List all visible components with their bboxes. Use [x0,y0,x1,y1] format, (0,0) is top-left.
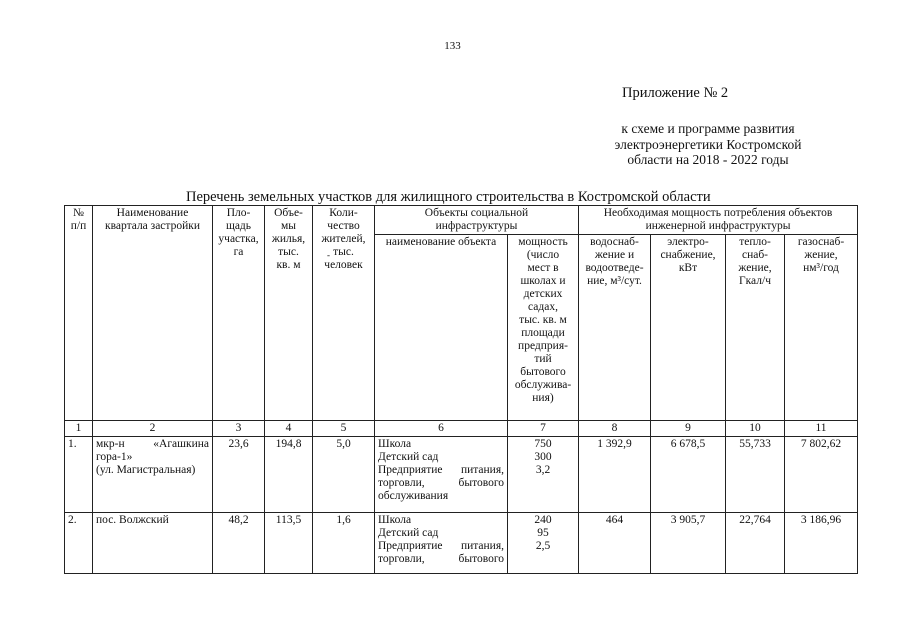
object-name-part: питания, [460,540,504,552]
object-name: Детский сад [378,451,439,463]
row-heat: 22,764 [726,513,785,574]
row-residents: 5,0 [313,437,375,513]
header-residents: Коли- чество жителей, тыс. человек [313,206,375,421]
object-name-part: Предприятие [378,540,443,552]
row-num: 1. [65,437,93,513]
header-name: Наименование квартала застройки [93,206,213,421]
row-name-part: мкр-н [96,438,125,450]
table-row [65,513,858,574]
column-number: 9 [651,421,726,437]
row-capacity: 240 95 2,5 [508,513,579,574]
header-row-groups [65,206,858,235]
row-heat: 55,733 [726,437,785,513]
object-name: Детский сад [378,527,439,539]
row-area: 23,6 [213,437,265,513]
page-number: 133 [444,40,461,52]
row-objects [375,437,508,513]
object-name-part: бытового [458,553,504,565]
object-name-part: Предприятие [378,464,443,476]
object-name-part: торговли, [378,553,425,565]
column-number-row [65,421,858,437]
object-name-part: бытового [458,477,504,489]
appendix-subtitle: к схеме и программе развития электроэнергетики Костромской области на 2018 - 2022 годы [614,121,802,167]
object-name-part: питания, [460,464,504,476]
row-name-part: «Агашкина [153,438,209,450]
header-social-capacity: мощность (число мест в школах и детских садах, тыс. кв. м площади предприя- тий бытового обслужива- ния) [508,235,579,421]
row-volume: 113,5 [265,513,313,574]
land-plots-table [64,205,858,574]
row-electric: 3 905,7 [651,513,726,574]
column-number: 1 [65,421,93,437]
row-name: пос. Волжский [93,513,213,574]
header-power-group: Необходимая мощность потребления объектов инженерной инфраструктуры [579,206,858,235]
table-title: Перечень земельных участков для жилищного строительства в Костромской области [186,189,711,205]
row-num: 2. [65,513,93,574]
column-number: 10 [726,421,785,437]
row-volume: 194,8 [265,437,313,513]
column-number: 3 [213,421,265,437]
column-number: 4 [265,421,313,437]
column-number: 11 [785,421,858,437]
row-capacity: 750 300 3,2 [508,437,579,513]
column-number: 5 [313,421,375,437]
table-row [65,437,858,513]
row-objects [375,513,508,574]
column-number: 6 [375,421,508,437]
object-name: Школа [378,438,412,450]
object-name-part: торговли, [378,477,425,489]
row-name [93,437,213,513]
header-num: № п/п [65,206,93,421]
header-heat: тепло- снаб- жение, Гкал/ч [726,235,785,421]
row-name-part: гора-1» (ул. Магистральная) [96,451,196,476]
header-gas: газоснаб- жение, нм³/год [785,235,858,421]
row-residents: 1,6 [313,513,375,574]
header-volume: Объе- мы жилья, тыс. кв. м [265,206,313,421]
header-electric: электро- снабжение, кВт [651,235,726,421]
row-gas: 3 186,96 [785,513,858,574]
object-name: Школа [378,514,412,526]
object-name-part: обслуживания [378,490,449,502]
column-number: 2 [93,421,213,437]
column-number: 8 [579,421,651,437]
header-water: водоснаб- жение и водоотведе- ние, м³/сут. [579,235,651,421]
header-social-name: наименование объекта [375,235,508,421]
appendix-title: Приложение № 2 [622,85,729,101]
row-water: 1 392,9 [579,437,651,513]
column-number: 7 [508,421,579,437]
row-water: 464 [579,513,651,574]
row-gas: 7 802,62 [785,437,858,513]
stray-mark: - [327,250,330,260]
header-social-group: Объекты социальной инфраструктуры [375,206,579,235]
row-area: 48,2 [213,513,265,574]
row-electric: 6 678,5 [651,437,726,513]
header-area: Пло- щадь участка, га [213,206,265,421]
